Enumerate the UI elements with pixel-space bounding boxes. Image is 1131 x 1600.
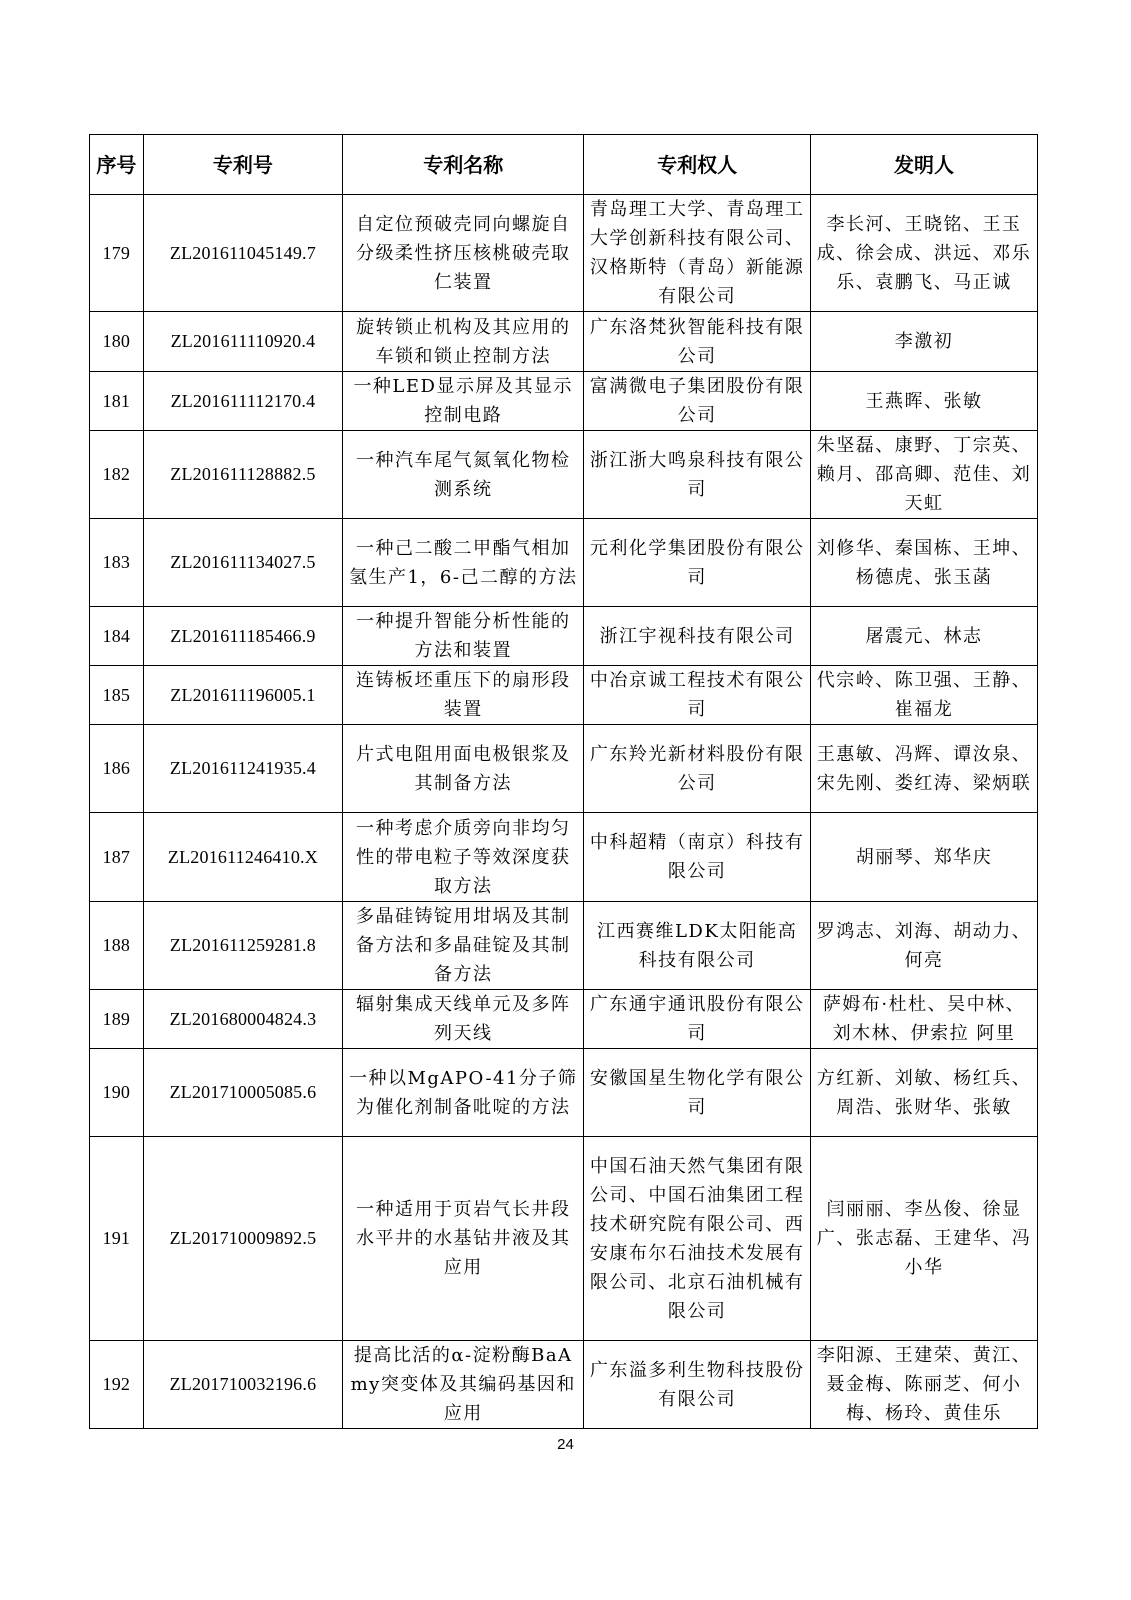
row-index: 181: [90, 372, 144, 431]
table-row: [90, 372, 1038, 431]
row-index: 191: [90, 1137, 144, 1341]
row-holder: 广东羚光新材料股份有限公司: [584, 725, 811, 813]
row-inventor: 方红新、刘敏、杨红兵、周浩、张财华、张敏: [811, 1049, 1038, 1137]
row-patent-name: 一种适用于页岩气长井段水平井的水基钻井液及其应用: [343, 1137, 584, 1341]
row-patent-no: ZL201710032196.6: [143, 1341, 343, 1429]
row-holder: 中冶京诚工程技术有限公司: [584, 666, 811, 725]
row-patent-name: 一种以MgAPO-41分子筛为催化剂制备吡啶的方法: [343, 1049, 584, 1137]
row-patent-no: ZL201611185466.9: [143, 607, 343, 666]
row-holder: 广东通宇通讯股份有限公司: [584, 990, 811, 1049]
table-header-row: [90, 135, 1038, 195]
row-inventor: 王惠敏、冯辉、谭汝泉、宋先刚、娄红涛、梁炳联: [811, 725, 1038, 813]
patent-table: [89, 134, 1038, 1429]
table-row: [90, 1049, 1038, 1137]
header-patent-no: 专利号: [143, 135, 343, 195]
table-row: [90, 195, 1038, 312]
row-holder: 安徽国星生物化学有限公司: [584, 1049, 811, 1137]
row-holder: 广东洛梵狄智能科技有限公司: [584, 312, 811, 372]
row-patent-name: 旋转锁止机构及其应用的车锁和锁止控制方法: [343, 312, 584, 372]
row-holder: 中科超精（南京）科技有限公司: [584, 813, 811, 902]
table-row: [90, 519, 1038, 607]
table-row: [90, 902, 1038, 990]
table-row: [90, 607, 1038, 666]
header-index: 序号: [90, 135, 144, 195]
row-patent-no: ZL201710009892.5: [143, 1137, 343, 1341]
row-inventor: 闫丽丽、李丛俊、徐显广、张志磊、王建华、冯小华: [811, 1137, 1038, 1341]
row-patent-name: 辐射集成天线单元及多阵列天线: [343, 990, 584, 1049]
row-holder: 浙江浙大鸣泉科技有限公司: [584, 431, 811, 519]
row-inventor: 代宗岭、陈卫强、王静、崔福龙: [811, 666, 1038, 725]
table-row: [90, 725, 1038, 813]
row-index: 184: [90, 607, 144, 666]
row-patent-name: 一种考虑介质旁向非均匀性的带电粒子等效深度获取方法: [343, 813, 584, 902]
row-index: 179: [90, 195, 144, 312]
row-index: 187: [90, 813, 144, 902]
row-patent-no: ZL201611112170.4: [143, 372, 343, 431]
row-patent-no: ZL201611246410.X: [143, 813, 343, 902]
row-patent-no: ZL201611196005.1: [143, 666, 343, 725]
row-holder: 青岛理工大学、青岛理工大学创新科技有限公司、汉格斯特（青岛）新能源有限公司: [584, 195, 811, 312]
table-row: [90, 1341, 1038, 1429]
row-inventor: 刘修华、秦国栋、王坤、杨德虎、张玉菡: [811, 519, 1038, 607]
row-patent-no: ZL201611128882.5: [143, 431, 343, 519]
row-index: 192: [90, 1341, 144, 1429]
row-patent-no: ZL201611259281.8: [143, 902, 343, 990]
row-inventor: 屠震元、林志: [811, 607, 1038, 666]
row-index: 188: [90, 902, 144, 990]
row-index: 180: [90, 312, 144, 372]
table-row: [90, 1137, 1038, 1341]
row-index: 182: [90, 431, 144, 519]
row-patent-no: ZL201611045149.7: [143, 195, 343, 312]
row-inventor: 萨姆布·杜杜、吴中林、刘木林、伊索拉 阿里: [811, 990, 1038, 1049]
table-row: [90, 990, 1038, 1049]
row-index: 190: [90, 1049, 144, 1137]
row-patent-name: 连铸板坯重压下的扇形段装置: [343, 666, 584, 725]
row-index: 186: [90, 725, 144, 813]
header-holder: 专利权人: [584, 135, 811, 195]
row-index: 189: [90, 990, 144, 1049]
table-row: [90, 431, 1038, 519]
row-inventor: 李激初: [811, 312, 1038, 372]
row-holder: 富满微电子集团股份有限公司: [584, 372, 811, 431]
row-patent-name: 提高比活的α-淀粉酶BaAmy突变体及其编码基因和应用: [343, 1341, 584, 1429]
row-holder: 中国石油天然气集团有限公司、中国石油集团工程技术研究院有限公司、西安康布尔石油技术发展有限公司、北京石油机械有限公司: [584, 1137, 811, 1341]
row-inventor: 王燕晖、张敏: [811, 372, 1038, 431]
row-holder: 浙江宇视科技有限公司: [584, 607, 811, 666]
row-inventor: 罗鸿志、刘海、胡动力、何亮: [811, 902, 1038, 990]
row-patent-no: ZL201611241935.4: [143, 725, 343, 813]
row-index: 185: [90, 666, 144, 725]
row-patent-no: ZL201710005085.6: [143, 1049, 343, 1137]
row-inventor: 朱坚磊、康野、丁宗英、赖月、邵高卿、范佳、刘天虹: [811, 431, 1038, 519]
table-row: [90, 666, 1038, 725]
header-inventor: 发明人: [811, 135, 1038, 195]
row-inventor: 李阳源、王建荣、黄江、聂金梅、陈丽芝、何小梅、杨玲、黄佳乐: [811, 1341, 1038, 1429]
table-row: [90, 312, 1038, 372]
row-patent-name: 自定位预破壳同向螺旋自分级柔性挤压核桃破壳取仁装置: [343, 195, 584, 312]
page-number: 24: [557, 1436, 574, 1453]
row-patent-no: ZL201680004824.3: [143, 990, 343, 1049]
row-patent-name: 多晶硅铸锭用坩埚及其制备方法和多晶硅锭及其制备方法: [343, 902, 584, 990]
row-patent-name: 一种汽车尾气氮氧化物检测系统: [343, 431, 584, 519]
row-patent-no: ZL201611134027.5: [143, 519, 343, 607]
row-patent-name: 一种己二酸二甲酯气相加氢生产1，6-己二醇的方法: [343, 519, 584, 607]
table-row: [90, 813, 1038, 902]
row-patent-no: ZL201611110920.4: [143, 312, 343, 372]
header-patent-name: 专利名称: [343, 135, 584, 195]
row-holder: 江西赛维LDK太阳能高科技有限公司: [584, 902, 811, 990]
row-inventor: 胡丽琴、郑华庆: [811, 813, 1038, 902]
row-patent-name: 片式电阻用面电极银浆及其制备方法: [343, 725, 584, 813]
row-index: 183: [90, 519, 144, 607]
row-inventor: 李长河、王晓铭、王玉成、徐会成、洪远、邓乐乐、袁鹏飞、马正诚: [811, 195, 1038, 312]
row-holder: 元利化学集团股份有限公司: [584, 519, 811, 607]
row-patent-name: 一种LED显示屏及其显示控制电路: [343, 372, 584, 431]
row-patent-name: 一种提升智能分析性能的方法和装置: [343, 607, 584, 666]
row-holder: 广东溢多利生物科技股份有限公司: [584, 1341, 811, 1429]
